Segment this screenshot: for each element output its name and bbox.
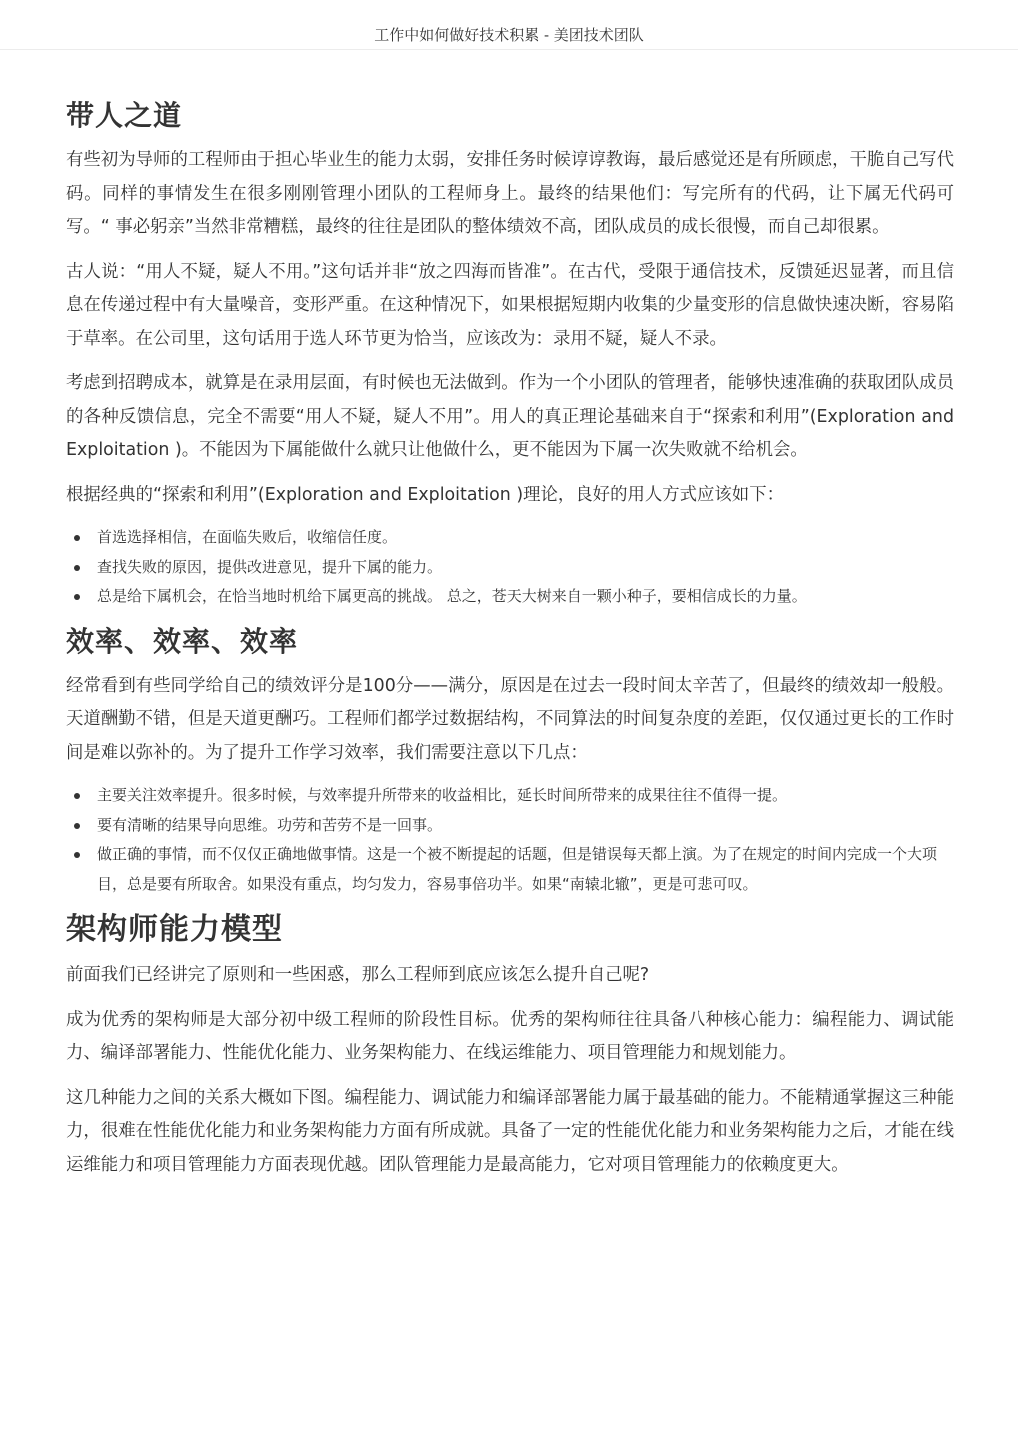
page-title: 工作中如何做好技术积累 - 美团技术团队 (374, 26, 644, 44)
bullet-icon (74, 594, 80, 600)
list-item-text: 查找失败的原因，提供改进意见，提升下属的能力。 (97, 557, 443, 576)
list-item-text: 主要关注效率提升。很多时候，与效率提升所带来的收益相比，延长时间所带来的成果往往不值得一提。 (97, 786, 788, 804)
paragraph: 成为优秀的架构师是大部分初中级工程师的阶段性目标。优秀的架构师往往具备八种核心能力：编程能力、调试能力、编译部署能力、性能优化能力、业务架构能力、在线运维能力、项目管理能力和规划能力。 (66, 1009, 954, 1063)
list-item-text: 总是给下属机会，在恰当地时机给下属更高的挑战。 总之，苍天大树来自一颗小种子，要相信成长的力量。 (97, 587, 807, 605)
section-heading-efficiency: 效率、效率、效率 (66, 624, 299, 658)
list-item (66, 553, 954, 583)
paragraph: 有些初为导师的工程师由于担心毕业生的能力太弱，安排任务时候谆谆教诲，最后感觉还是有所顾虑，干脆自己写代码。同样的事情发生在很多刚刚管理小团队的工程师身上。最终的结果他们：写完所有的代码，让下属无代码可写。“ 事必躬亲”当然非常糟糕，最终的往往是团队的整体绩效不高，团队成员的成长很慢，而自己却很累。 (66, 150, 954, 237)
list-item-text: 做正确的事情，而不仅仅正确地做事情。这是一个被不断提起的话题，但是错误每天都上演。为了在规定的时间内完成一个大项目，总是要有所取舍。如果没有重点，均匀发力，容易事倍功半。如果“南辕北辙”，更是可悲可叹。 (97, 845, 938, 893)
bullet-list (66, 523, 954, 612)
list-item (66, 781, 954, 811)
paragraph: 根据经典的“探索和利用”(Exploration and Exploitation )理论，良好的用人方式应该如下： (66, 484, 784, 505)
list-item (66, 811, 954, 841)
paragraph: 经常看到有些同学给自己的绩效评分是100分——满分，原因是在过去一段时间太辛苦了，但最终的绩效却一般般。天道酬勤不错，但是天道更酬巧。工程师们都学过数据结构，不同算法的时间复杂度的差距，仅仅通过更长的工作时间是难以弥补的。为了提升工作学习效率，我们需要注意以下几点： (66, 675, 954, 763)
paragraph: 考虑到招聘成本，就算是在录用层面，有时候也无法做到。作为一个小团队的管理者，能够快速准确的获取团队成员的各种反馈信息，完全不需要“用人不疑，疑人不用”。用人的真正理论基础来自于“探索和利用”(Exploration and Exploitation )。不能因为下属能做什么就只让他做什么，更不能因为下属一次失败就不给机会。 (66, 373, 954, 460)
bullet-icon (74, 823, 80, 829)
list-item-text: 要有清晰的结果导向思维。功劳和苦劳不是一回事。 (97, 815, 443, 834)
list-item (66, 840, 954, 899)
article-content (66, 96, 954, 1193)
section-heading-architect-model: 架构师能力模型 (66, 912, 283, 947)
list-item (66, 582, 954, 612)
section-heading-mentoring: 带人之道 (66, 99, 183, 132)
bullet-icon (74, 852, 80, 858)
paragraph: 这几种能力之间的关系大概如下图。编程能力、调试能力和编译部署能力属于最基础的能力。不能精通掌握这三种能力，很难在性能优化能力和业务架构能力方面有所成就。具备了一定的性能优化能力和业务架构能力之后，才能在线运维能力和项目管理能力方面表现优越。团队管理能力是最高能力，它对项目管理能力的依赖度更大。 (66, 1087, 954, 1175)
bullet-icon (74, 793, 80, 799)
list-item-text: 首选选择相信，在面临失败后，收缩信任度。 (97, 528, 398, 546)
paragraph: 古人说：“用人不疑，疑人不用。”这句话并非“放之四海而皆准”。在古代，受限于通信技术，反馈延迟显著，而且信息在传递过程中有大量噪音，变形严重。在这种情况下，如果根据短期内收集的少量变形的信息做快速决断，容易陷于草率。在公司里，这句话用于选人环节更为恰当，应该改为：录用不疑，疑人不录。 (66, 261, 954, 349)
page-header (0, 0, 1018, 50)
bullet-list (66, 781, 954, 899)
list-item (66, 523, 954, 553)
bullet-icon (74, 535, 80, 541)
paragraph: 前面我们已经讲完了原则和一些困惑，那么工程师到底应该怎么提升自己呢? (66, 965, 650, 985)
bullet-icon (74, 565, 80, 571)
